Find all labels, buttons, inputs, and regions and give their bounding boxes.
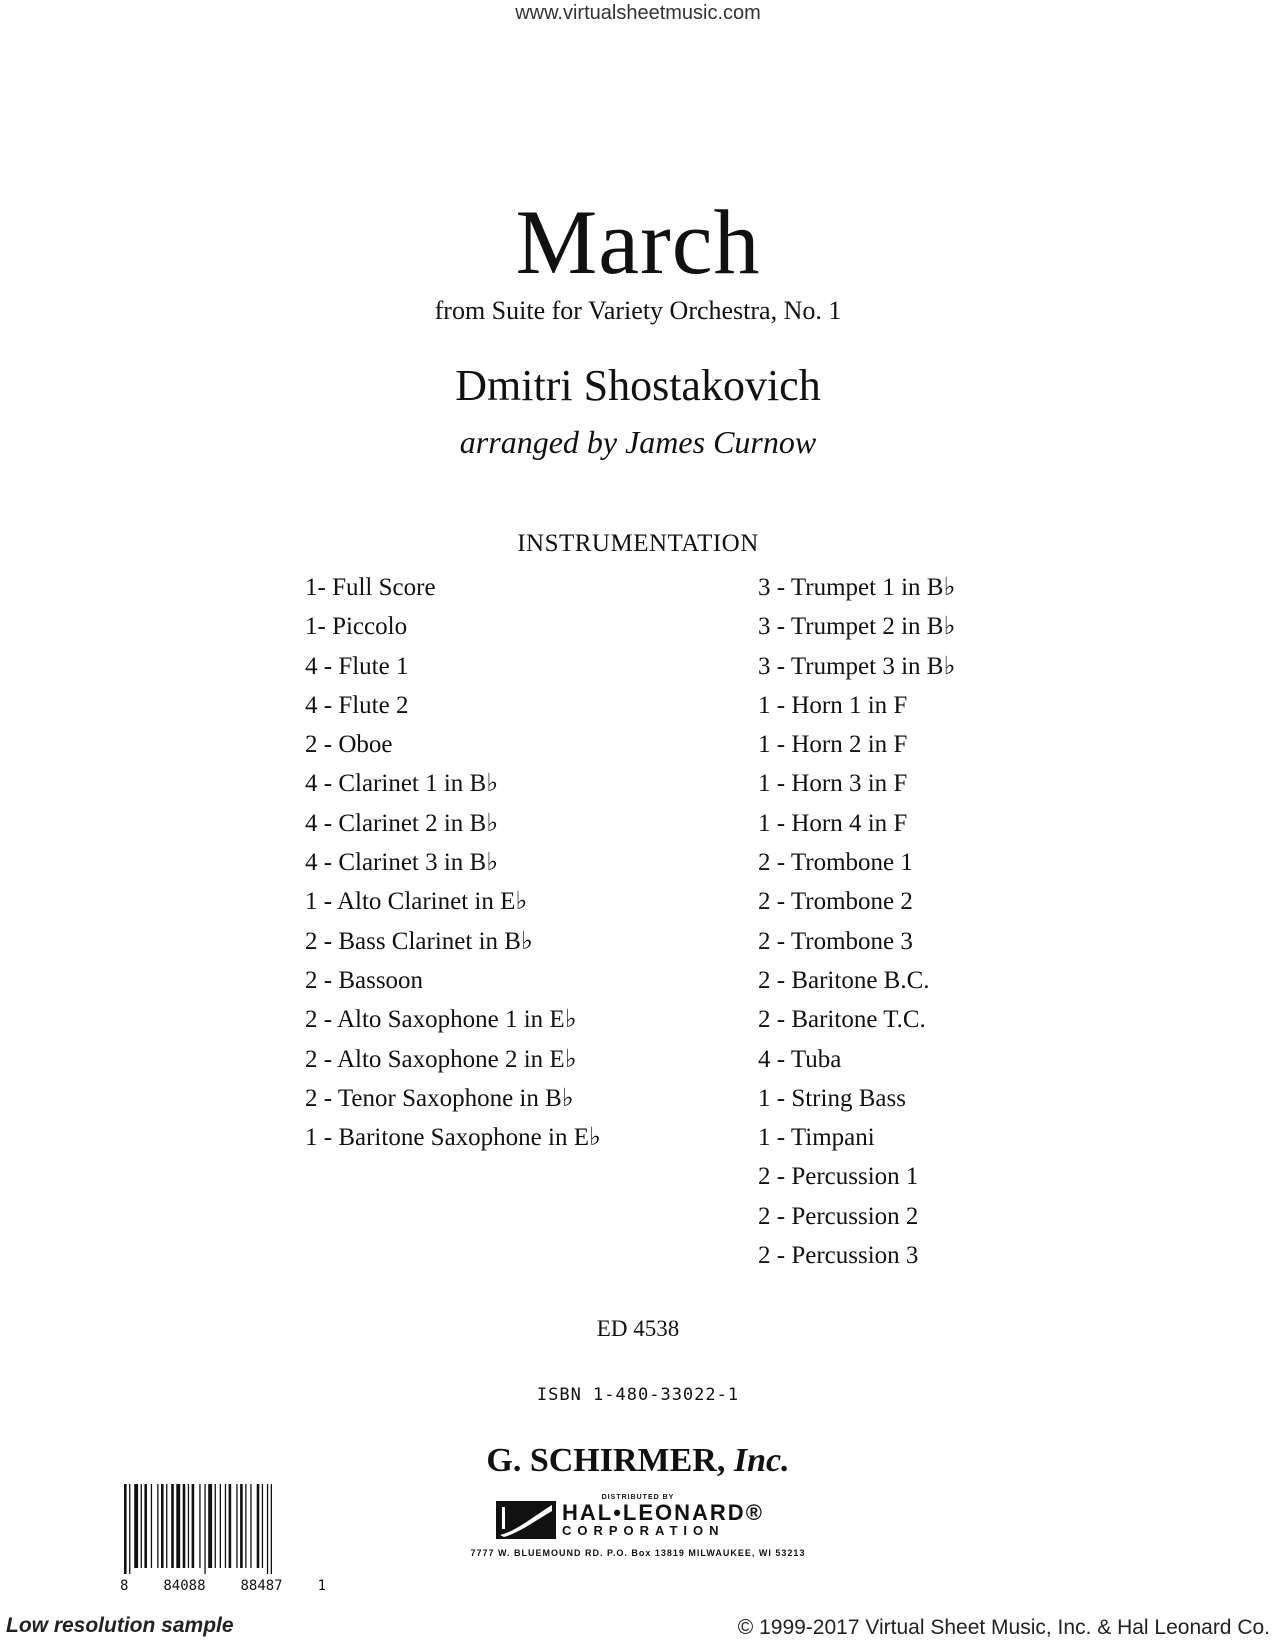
isbn: ISBN 1-480-33022-1 [536,1385,740,1405]
list-item: 1 - Horn 3 in F [758,770,908,798]
list-item: 2 - Baritone T.C. [758,1006,926,1034]
list-item: 3 - Trumpet 1 in B♭ [758,574,956,601]
hal-leonard-logo-icon [496,1501,556,1539]
publisher-name [0,1442,1276,1480]
publisher-suffix: Inc. [733,1442,790,1479]
list-item: 2 - Percussion 3 [758,1242,919,1270]
list-item: 1- Full Score [305,574,436,601]
list-item: 2 - Alto Saxophone 1 in E♭ [305,1006,577,1034]
barcode-digit-group: 8 [120,1578,129,1594]
list-item: 4 - Clarinet 3 in B♭ [305,849,499,877]
list-item: 2 - Alto Saxophone 2 in E♭ [305,1045,577,1073]
barcode-digit-group: 1 [317,1578,326,1594]
list-item: 4 - Tuba [758,1045,842,1073]
list-item: 2 - Tenor Saxophone in B♭ [305,1084,574,1112]
list-item: 2 - Percussion 1 [758,1163,919,1191]
instrument-list-left [305,568,601,1157]
list-item: 4 - Flute 1 [305,652,409,680]
site-url: www.virtualsheetmusic.com [515,2,761,24]
list-item: 2 - Bass Clarinet in B♭ [305,927,533,955]
composer-name: Dmitri Shostakovich [455,361,821,410]
page-title: March [515,191,761,293]
list-item: 4 - Flute 2 [305,691,409,719]
publisher-name-text: G. SCHIRMER, [486,1442,726,1479]
publisher-address: 7777 W. BLUEMOUND RD. P.O. Box 13819 MILWAUKEE, WI 53213 [470,1548,806,1558]
list-item: 2 - Percussion 2 [758,1202,919,1230]
list-item: 1 - Horn 1 in F [758,691,908,719]
list-item: 2 - Baritone B.C. [758,966,930,994]
list-item: 1- Piccolo [305,613,408,641]
list-item: 1 - Horn 2 in F [758,731,908,759]
distributor-name: HAL•LEONARD® [562,1500,764,1525]
list-item: 2 - Bassoon [305,966,424,994]
edition-number: ED 4538 [596,1316,680,1341]
distributed-by: DISTRIBUTED BY [601,1494,675,1501]
list-item: 1 - Timpani [758,1124,875,1152]
distributor-corporation: CORPORATION [562,1523,725,1538]
list-item: 3 - Trumpet 2 in B♭ [758,613,956,641]
list-item: 4 - Clarinet 1 in B♭ [305,770,499,798]
list-item: 1 - Alto Clarinet in E♭ [305,888,528,916]
list-item: 3 - Trumpet 3 in B♭ [758,652,956,680]
list-item: 2 - Trombone 2 [758,888,913,916]
instrument-list-right [758,568,955,1275]
barcode-digit-group: 84088 [163,1578,206,1594]
barcode-digits [120,1578,326,1594]
copyright-notice: © 1999-2017 Virtual Sheet Music, Inc. & Hal Leonard Co. [737,1616,1270,1639]
low-resolution-note: Low resolution sample [6,1614,234,1637]
instrumentation-heading: INSTRUMENTATION [517,530,759,557]
list-item: 1 - String Bass [758,1084,906,1112]
list-item: 2 - Oboe [305,731,393,759]
hal-leonard-logo [496,1500,816,1540]
list-item: 4 - Clarinet 2 in B♭ [305,809,499,837]
list-item: 2 - Trombone 3 [758,927,913,955]
subtitle: from Suite for Variety Orchestra, No. 1 [434,296,842,325]
list-item: 2 - Trombone 1 [758,849,913,877]
list-item: 1 - Horn 4 in F [758,809,908,837]
barcode-digit-group: 88487 [240,1578,283,1594]
arranger-credit: arranged by James Curnow [459,424,817,460]
list-item: 1 - Baritone Saxophone in E♭ [305,1124,601,1152]
